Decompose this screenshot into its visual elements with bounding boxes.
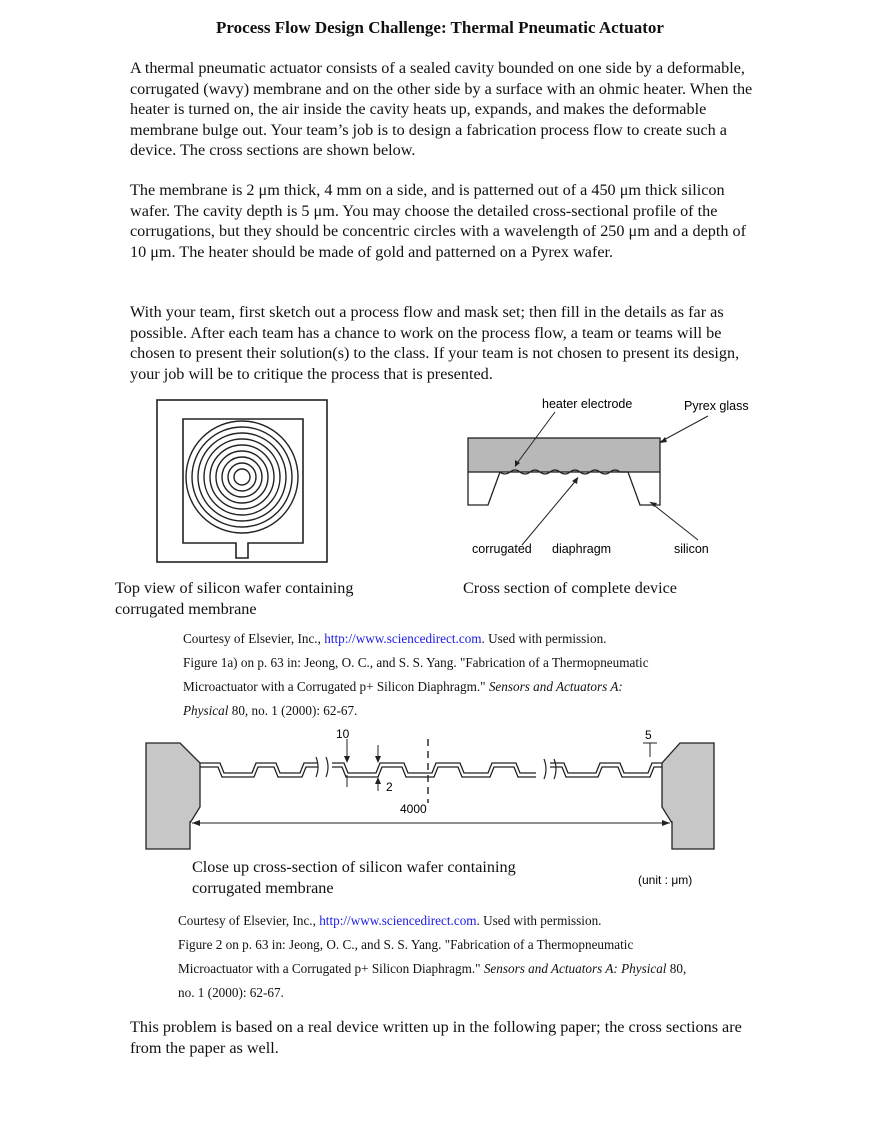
silicon-arrow: [650, 502, 698, 540]
intro-paragraph: A thermal pneumatic actuator consists of a sealed cavity bounded on one side by a deformable, corrugated (wavy) membrane and on the other side by a surface with an ohmic heater. When the heater is turned on, the air inside the cavity heats up, expands, and makes the deformable membrane bulge out. Your team’s job is to design a fabrication process flow to create such a device. The cross sections are shown below.: [130, 59, 753, 159]
closeup-caption: Close up cross-section of silicon wafer containing corrugated membrane: [192, 858, 516, 897]
closing-paragraph: This problem is based on a real device written up in the following paper; the cross sections are from the paper as well.: [130, 1018, 742, 1057]
page-title: Process Flow Design Challenge: Thermal Pneumatic Actuator: [216, 18, 664, 37]
label-diaphragm: diaphragm: [552, 542, 612, 556]
device-cross-section-figure: [460, 390, 760, 565]
label-corrugated: corrugated: [472, 542, 532, 556]
top-view-figure: [150, 395, 340, 567]
unit-label: (unit : μm): [638, 873, 693, 887]
corrugation-depth-dimension: 10: [336, 727, 350, 741]
corrugated-membrane-bottom: [200, 767, 662, 777]
figure1-credit: Courtesy of Elsevier, Inc., http://www.sciencedirect.com. Used with permission. Figure 1a) on p. 63 in: Jeong, O. C., and S. S. Yang. "Fabrication of a Thermopneumatic Microactuator with a Corrugated p+ Silicon Diaphragm." Sensors and Actuators A: Physical 80, no. 1 (2000): 62-67.: [183, 631, 649, 718]
sciencedirect-link-2[interactable]: http://www.sciencedirect.com: [319, 913, 477, 928]
diaphragm-arrow: [522, 478, 578, 545]
pyrex-glass-layer: [468, 438, 660, 472]
cavity-dimension: 5: [645, 728, 652, 742]
cross-section-caption: Cross section of complete device: [463, 579, 677, 597]
sciencedirect-link[interactable]: http://www.sciencedirect.com: [324, 631, 482, 646]
instructions-paragraph: With your team, first sketch out a process flow and mask set; then fill in the details as far as possible. After each team has a chance to work on the process flow, a team or teams will be chosen to present their solution(s) to the class. If your team is not chosen to present its design, your job will be to critique the process that is presented.: [130, 303, 740, 383]
label-pyrex-glass: Pyrex glass: [684, 399, 749, 413]
top-view-caption: Top view of silicon wafer containing corrugated membrane: [115, 579, 354, 618]
silicon-frame-right: [662, 743, 714, 849]
figure2-credit: Courtesy of Elsevier, Inc., http://www.sciencedirect.com. Used with permission. Figure 2 on p. 63 in: Jeong, O. C., and S. S. Yang. "Fabrication of a Thermopneumatic Microactuator with a Corrugated p+ Silicon Diaphragm." Sensors and Actuators A: Physical 80, no. 1 (2000): 62-67.: [178, 913, 687, 1000]
corrugated-membrane-top: [200, 763, 662, 773]
silicon-frame-left: [146, 743, 200, 849]
silicon-frame: [468, 472, 660, 505]
width-dimension: 4000: [400, 802, 427, 816]
corrugation-rings: [186, 421, 298, 533]
label-heater-electrode: heater electrode: [542, 397, 633, 411]
label-silicon: silicon: [674, 542, 709, 556]
thickness-dimension: 2: [386, 780, 393, 794]
spec-paragraph: The membrane is 2 μm thick, 4 mm on a side, and is patterned out of a 450 μm thick silicon wafer. The cavity depth is 5 μm. You may choose the detailed cross-sectional profile of the corrugations, but they should be concentric circles with a wavelength of 250 μm and a depth of 10 μm. The heater should be made of gold and patterned on a Pyrex wafer.: [130, 181, 746, 261]
pyrex-glass-arrow: [660, 416, 708, 442]
break-marks: [316, 757, 556, 779]
